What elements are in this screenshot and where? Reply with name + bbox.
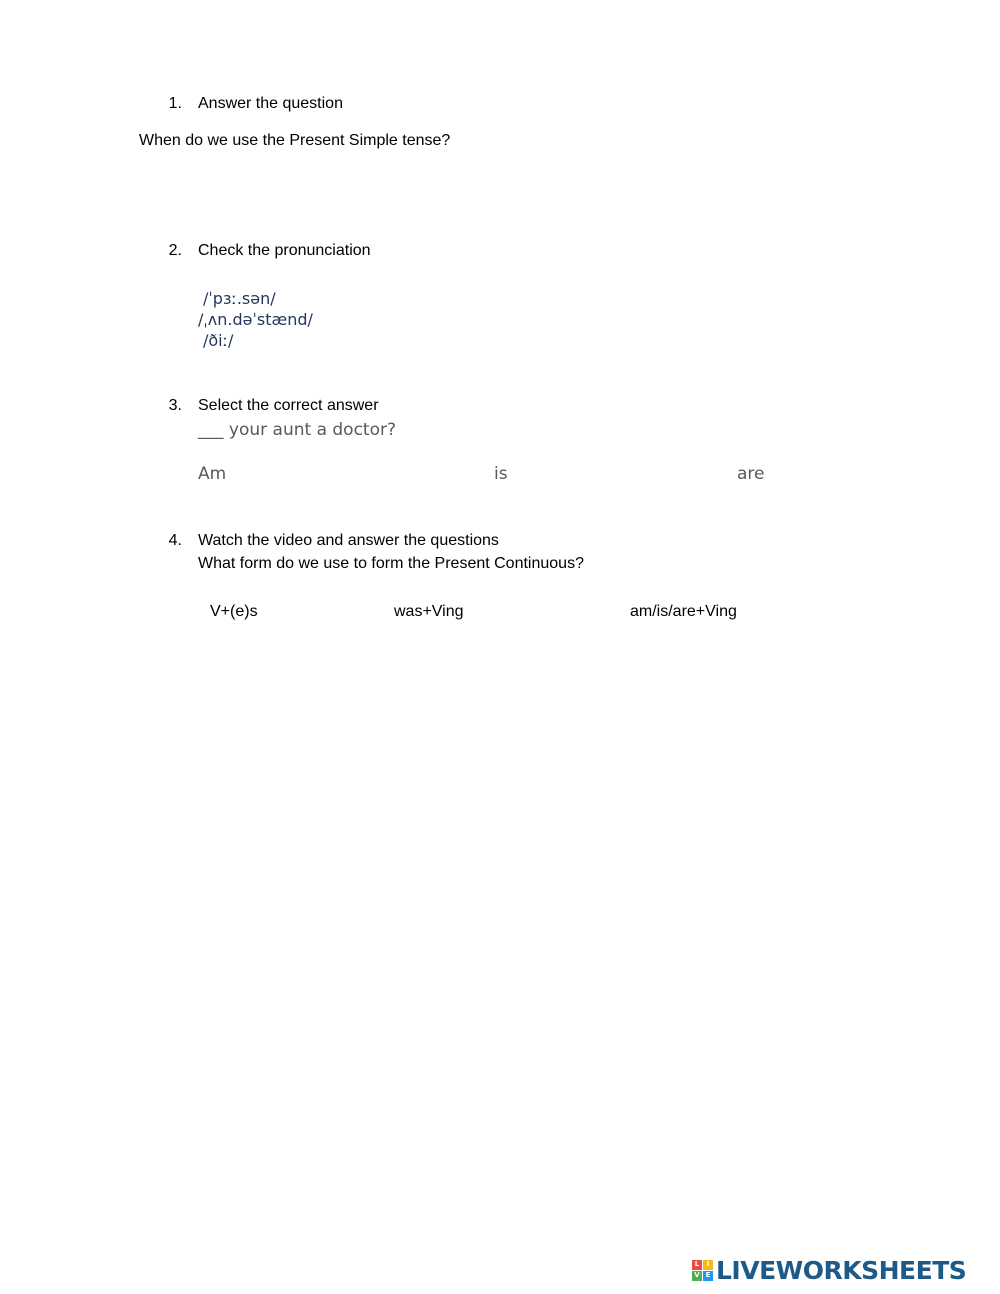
q1-title: Answer the question xyxy=(198,95,343,112)
q3-title: Select the correct answer xyxy=(198,397,379,414)
logo-mark-icon xyxy=(692,1260,713,1281)
pronunciation-item[interactable]: /ˈpɜː.sən/ xyxy=(203,289,276,308)
answer-option-am-is-are-ving[interactable]: am/is/are+Ving xyxy=(630,603,737,620)
q4-question: What form do we use to form the Present Continuous? xyxy=(198,555,584,572)
q1-question: When do we use the Present Simple tense? xyxy=(139,132,451,149)
pronunciation-item[interactable]: /ðiː/ xyxy=(203,331,234,350)
pronunciation-item[interactable]: /ˌʌn.dəˈstænd/ xyxy=(198,310,313,329)
q4-number: 4. xyxy=(168,532,182,549)
logo-letter: E xyxy=(703,1271,713,1281)
q3-number: 3. xyxy=(168,397,182,414)
logo-letter: I xyxy=(703,1260,713,1270)
logo-text: LIVEWORKSHEETS xyxy=(716,1255,967,1285)
answer-option-is[interactable]: is xyxy=(494,464,508,484)
q3-sentence: ___ your aunt a doctor? xyxy=(198,420,397,440)
logo-letter: L xyxy=(692,1260,702,1270)
q2-title: Check the pronunciation xyxy=(198,242,371,259)
answer-option-am[interactable]: Am xyxy=(198,464,227,484)
q2-number: 2. xyxy=(168,242,182,259)
answer-option-was-ving[interactable]: was+Ving xyxy=(394,603,464,620)
answer-option-v-es[interactable]: V+(e)s xyxy=(210,603,258,620)
q1-number: 1. xyxy=(168,95,182,112)
q4-title: Watch the video and answer the questions xyxy=(198,532,499,549)
logo-letter: V xyxy=(692,1271,702,1281)
answer-option-are[interactable]: are xyxy=(737,464,765,484)
liveworksheets-logo xyxy=(692,1255,966,1285)
